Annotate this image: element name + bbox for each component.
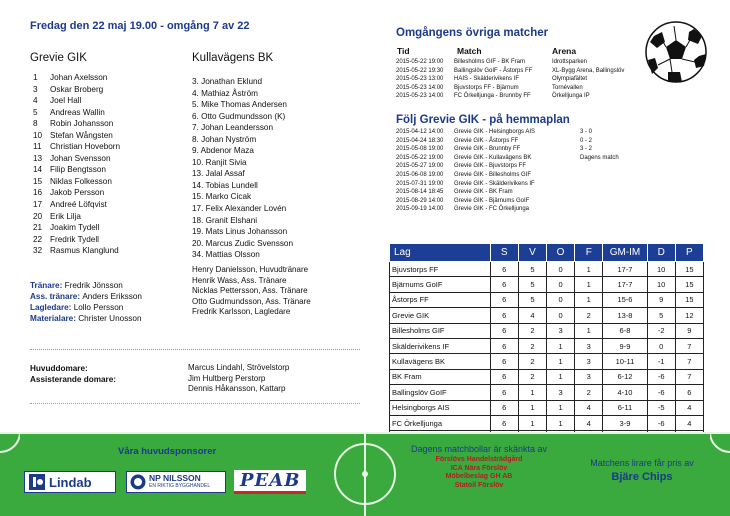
match-arena: Idrottsparken bbox=[552, 59, 588, 65]
standings-row bbox=[390, 354, 704, 369]
home-player-row bbox=[33, 118, 120, 130]
matchballs-block bbox=[395, 444, 563, 490]
standings-cell: 3 bbox=[546, 385, 574, 400]
player-number: 20 bbox=[33, 211, 43, 221]
fixture-result: Dagens match bbox=[580, 154, 619, 161]
corner-arc bbox=[0, 432, 20, 516]
away-player-row: 13. Jalal Assaf bbox=[192, 169, 245, 179]
standings-row bbox=[390, 400, 704, 415]
standings-cell: 6 bbox=[675, 385, 703, 400]
standings-cell: 1 bbox=[518, 415, 546, 430]
standings-cell: 6-8 bbox=[603, 323, 647, 338]
away-player-row: 10. Ranjit Sivia bbox=[192, 157, 247, 167]
player-number: 5 bbox=[33, 107, 38, 117]
standings-cell: 15 bbox=[675, 262, 703, 277]
standings-cell: 9 bbox=[675, 323, 703, 338]
standings-row bbox=[390, 338, 704, 353]
staff-name: Christer Unosson bbox=[78, 314, 142, 323]
matchball-sponsor: Statoil Förslöv bbox=[454, 481, 504, 489]
standings-cell: 4 bbox=[518, 308, 546, 323]
player-number: 15 bbox=[33, 176, 43, 186]
staff-role: Ass. tränare: bbox=[30, 292, 81, 301]
fixture-teams: Grevie GIK - Billesholms GIF bbox=[454, 171, 532, 178]
standings-cell: 5 bbox=[518, 277, 546, 292]
player-number: 22 bbox=[33, 234, 43, 244]
home-staff-row bbox=[30, 280, 142, 291]
fixture-time: 2015-06-08 19:00 bbox=[396, 171, 444, 178]
standings-cell: -2 bbox=[647, 323, 675, 338]
fixture-teams: Grevie GIK - FC Örkelljunga bbox=[454, 206, 530, 213]
match-time: 2015-05-22 19:30 bbox=[396, 67, 444, 74]
fixture-time: 2015-05-27 19:00 bbox=[396, 163, 444, 170]
staff-role: Tränare: bbox=[30, 281, 63, 290]
fixture-teams: Grevie GIK - Skälderivikens IF bbox=[454, 180, 535, 187]
player-name: Andreé Löfqvist bbox=[50, 200, 107, 210]
away-staff-row: Henry Danielsson, Huvudtränare bbox=[192, 265, 309, 274]
player-name: Erik Lilja bbox=[50, 211, 81, 221]
fixture-teams: Grevie GIK - Bjärnums GoIF bbox=[454, 197, 530, 204]
match-teams: HAIS - Skälderivikens IF bbox=[454, 76, 520, 83]
fixture-result: 0 - 2 bbox=[580, 137, 593, 144]
home-player-row bbox=[33, 164, 120, 176]
player-of-match-block bbox=[572, 458, 712, 483]
home-player-row bbox=[33, 222, 120, 234]
standings-cell: 0 bbox=[546, 277, 574, 292]
staff-role: Lagledare: bbox=[30, 303, 72, 312]
away-player-row: 3. Jonathan Eklund bbox=[192, 77, 263, 86]
match-time: 2015-05-22 19:00 bbox=[396, 59, 444, 65]
standings-cell: 3-9 bbox=[603, 415, 647, 430]
away-staff-row: Nicklas Pettersson, Ass. Tränare bbox=[192, 286, 308, 295]
standings-cell: 0 bbox=[546, 292, 574, 307]
np-nilsson-emblem-icon bbox=[130, 474, 146, 490]
fixture-teams: Grevie GIK - Helsingborgs AIS bbox=[454, 129, 536, 135]
lindab-wordmark: Lindab bbox=[49, 474, 92, 490]
standings-cell: 2 bbox=[518, 338, 546, 353]
away-player-row: 19. Mats Linus Johansson bbox=[192, 227, 288, 237]
fixture-time: 2015-05-08 19:00 bbox=[396, 146, 444, 153]
fixture-time: 2015-09-19 14:00 bbox=[396, 206, 444, 213]
player-name: Niklas Folkesson bbox=[50, 176, 112, 186]
standings-cell: 3 bbox=[546, 323, 574, 338]
match-teams: Bjuvstorps FF - Bjärnum bbox=[454, 84, 519, 91]
np-nilsson-wordmark: NP NILSSON bbox=[149, 473, 201, 483]
standings-cell: 6 bbox=[490, 277, 518, 292]
standings-row bbox=[390, 262, 704, 277]
standings-team: Skälderivikens IF bbox=[390, 338, 491, 353]
matchballs-title: Dagens matchbollar är skänkta av bbox=[410, 444, 548, 454]
standings-cell: 0 bbox=[546, 262, 574, 277]
standings-cell: -6 bbox=[647, 369, 675, 384]
player-number: 14 bbox=[33, 165, 43, 175]
player-of-match-sponsor: Bjäre Chips bbox=[611, 471, 673, 483]
player-number: 11 bbox=[33, 142, 42, 152]
standings-cell: 1 bbox=[575, 292, 603, 307]
standings-cell: 4 bbox=[575, 415, 603, 430]
standings-cell: 1 bbox=[546, 354, 574, 369]
standings-col-header: V bbox=[518, 244, 546, 262]
standings-cell: 6-12 bbox=[603, 369, 647, 384]
follow-title: Följ Grevie GIK - på hemmaplan bbox=[396, 114, 570, 126]
divider bbox=[30, 403, 360, 404]
fixture-time: 2015-08-14 18:45 bbox=[396, 189, 444, 196]
standings-col-header: O bbox=[546, 244, 574, 262]
away-player-row: 20. Marcus Zudic Svensson bbox=[192, 238, 294, 248]
col-header-arena: Arena bbox=[552, 46, 577, 56]
match-header: Fredag den 22 maj 19.00 - omgång 7 av 22 bbox=[30, 20, 250, 32]
fixture-teams: Grevie GIK - BK Fram bbox=[454, 189, 513, 196]
sponsors-title: Våra huvudsponsorer bbox=[118, 446, 217, 457]
home-player-row bbox=[33, 153, 120, 165]
fixture-time: 2015-04-24 18:30 bbox=[396, 137, 444, 144]
standings-col-header: D bbox=[647, 244, 675, 262]
standings-cell: 5 bbox=[518, 292, 546, 307]
player-name: Filip Bengtsson bbox=[50, 165, 106, 175]
standings-cell: 4 bbox=[675, 400, 703, 415]
np-nilsson-logo bbox=[126, 471, 226, 493]
standings-cell: 15 bbox=[675, 277, 703, 292]
player-number: 16 bbox=[33, 188, 43, 198]
staff-name: Fredrik Jönsson bbox=[64, 281, 123, 290]
fixture-time: 2015-04-12 14:00 bbox=[396, 129, 444, 135]
player-name: Fredrik Tydell bbox=[50, 234, 99, 244]
away-player-row: 18. Granit Elshani bbox=[192, 215, 258, 225]
standings-col-header: F bbox=[575, 244, 603, 262]
matchball-sponsor: Möbelbeslag GH AB bbox=[445, 473, 513, 481]
fixture-time: 2015-05-22 19:00 bbox=[396, 154, 444, 161]
standings-cell: 6 bbox=[490, 338, 518, 353]
standings-cell: 6 bbox=[490, 415, 518, 430]
standings-cell: 5 bbox=[518, 262, 546, 277]
home-staff-row bbox=[30, 302, 142, 313]
away-staff-row: Fredrik Karlsson, Lagledare bbox=[192, 307, 291, 316]
standings-team: Ballingslöv GoIF bbox=[390, 385, 491, 400]
standings-team: Kullavägens BK bbox=[390, 354, 491, 369]
match-time: 2015-05-23 13:00 bbox=[396, 76, 444, 83]
matchball-sponsor: Förslövs Handelsträdgård bbox=[435, 456, 523, 463]
standings-cell: 1 bbox=[546, 338, 574, 353]
home-player-row bbox=[33, 84, 120, 96]
home-player-row bbox=[33, 245, 120, 257]
standings-cell: 17-7 bbox=[603, 262, 647, 277]
player-number: 8 bbox=[33, 119, 38, 129]
standings-cell: 5 bbox=[647, 308, 675, 323]
match-arena: Örkelljunga IP bbox=[552, 93, 590, 100]
away-player-row: 7. Johan Leandersson bbox=[192, 123, 274, 133]
standings-team: Bjärnums GoIF bbox=[390, 277, 491, 292]
fixture-result: 3 - 2 bbox=[580, 146, 593, 153]
standings-team: FC Örkelljunga bbox=[390, 415, 491, 430]
standings-cell: 1 bbox=[575, 323, 603, 338]
player-name: Johan Svensson bbox=[50, 153, 111, 163]
standings-row bbox=[390, 323, 704, 338]
standings-row bbox=[390, 277, 704, 292]
standings-cell: 4-10 bbox=[603, 385, 647, 400]
referee-labels bbox=[30, 363, 116, 385]
away-player-row: 5. Mike Thomas Andersen bbox=[192, 100, 287, 110]
staff-name: Anders Eriksson bbox=[82, 292, 142, 301]
standings-cell: -6 bbox=[647, 415, 675, 430]
standings-cell: 7 bbox=[675, 354, 703, 369]
standings-cell: 12 bbox=[675, 308, 703, 323]
staff-name: Lollo Persson bbox=[73, 303, 124, 312]
home-player-row bbox=[33, 187, 120, 199]
player-name: Jakob Persson bbox=[50, 188, 105, 198]
home-staff-row bbox=[30, 313, 142, 324]
standings-cell: 6-11 bbox=[603, 400, 647, 415]
standings-cell: 9 bbox=[647, 292, 675, 307]
fixture-result: 3 - 0 bbox=[580, 129, 593, 135]
standings-row bbox=[390, 369, 704, 384]
standings-cell: 10 bbox=[647, 262, 675, 277]
standings-cell: 6 bbox=[490, 308, 518, 323]
away-player-row: 34. Mattias Olsson bbox=[192, 250, 260, 260]
standings-cell: 15-6 bbox=[603, 292, 647, 307]
match-arena: Tornévallen bbox=[552, 84, 583, 91]
standings-team: BK Fram bbox=[390, 369, 491, 384]
player-number: 4 bbox=[33, 96, 38, 106]
standings-cell: 6 bbox=[490, 354, 518, 369]
other-matches-title: Omgångens övriga matcher bbox=[396, 27, 549, 39]
standings-cell: 15 bbox=[675, 292, 703, 307]
standings-team: Helsingborgs AIS bbox=[390, 400, 491, 415]
standings-team: Grevie GIK bbox=[390, 308, 491, 323]
fixture-time: 2015-07-31 19:00 bbox=[396, 180, 444, 187]
standings-team: Bjuvstorps FF bbox=[390, 262, 491, 277]
home-player-row bbox=[33, 72, 120, 84]
match-teams: FC Örkelljunga - Brunnby FF bbox=[454, 93, 531, 100]
standings-row bbox=[390, 415, 704, 430]
away-player-row: 14. Tobias Lundell bbox=[192, 180, 258, 190]
player-of-match-title: Matchens lirare får pris av bbox=[590, 458, 694, 468]
away-lineup bbox=[192, 76, 293, 261]
standings-cell: 2 bbox=[518, 369, 546, 384]
standings-cell: 3 bbox=[575, 369, 603, 384]
home-player-row bbox=[33, 95, 120, 107]
standings-cell: 10-11 bbox=[603, 354, 647, 369]
standings-cell: 6 bbox=[490, 323, 518, 338]
football-icon bbox=[644, 20, 708, 84]
player-number: 17 bbox=[33, 200, 43, 210]
home-player-row bbox=[33, 234, 120, 246]
fixture-teams: Grevie GIK - Kullavägens BK bbox=[454, 154, 532, 161]
home-staff-row bbox=[30, 291, 142, 302]
lindab-logo bbox=[24, 471, 116, 493]
home-lineup bbox=[33, 72, 120, 257]
standings-team: Åstorps FF bbox=[390, 292, 491, 307]
standings-cell: 1 bbox=[546, 400, 574, 415]
divider bbox=[30, 349, 360, 350]
away-staff bbox=[192, 265, 311, 318]
standings-team: Billesholms GIF bbox=[390, 323, 491, 338]
main-referee: Marcus Lindahl, Strövelstorp bbox=[188, 363, 290, 372]
standings-cell: 3 bbox=[575, 354, 603, 369]
home-player-row bbox=[33, 199, 120, 211]
peab-logo bbox=[234, 471, 326, 493]
match-time: 2015-05-23 14:00 bbox=[396, 84, 444, 91]
away-staff-row: Henrik Wass, Ass. Tränare bbox=[192, 275, 287, 285]
away-staff-row: Otto Gudmundsson, Ass. Tränare bbox=[192, 296, 311, 306]
col-header-match: Match bbox=[457, 46, 482, 56]
assistant-referee-2: Dennis Håkansson, Kattarp bbox=[188, 384, 286, 393]
home-player-row bbox=[33, 107, 120, 119]
standings-row bbox=[390, 308, 704, 323]
match-arena: Olympiafältet bbox=[552, 76, 588, 83]
standings-cell: 17-7 bbox=[603, 277, 647, 292]
player-name: Rasmus Klanglund bbox=[50, 246, 119, 256]
standings-col-header: Lag bbox=[390, 244, 491, 262]
away-player-row: 8. Johan Nyström bbox=[192, 134, 257, 144]
league-table bbox=[389, 243, 704, 447]
fixture-teams: Grevie GIK - Åstorps FF bbox=[454, 137, 519, 144]
player-number: 3 bbox=[33, 84, 38, 94]
standings-cell: 2 bbox=[575, 385, 603, 400]
standings-cell: 1 bbox=[575, 277, 603, 292]
match-arena: XL-Bygg Arena, Ballingslöv bbox=[552, 67, 625, 74]
standings-cell: 10 bbox=[647, 277, 675, 292]
standings-cell: 2 bbox=[518, 354, 546, 369]
player-name: Oskar Broberg bbox=[50, 84, 104, 94]
standings-cell: 9-9 bbox=[603, 338, 647, 353]
player-name: Joakim Tydell bbox=[50, 223, 100, 233]
standings-cell: 6 bbox=[490, 385, 518, 400]
player-number: 32 bbox=[33, 246, 43, 256]
standings-cell: 0 bbox=[546, 308, 574, 323]
fixture-teams: Grevie GIK - Brunnby FF bbox=[454, 146, 521, 153]
standings-cell: 1 bbox=[575, 262, 603, 277]
match-teams: Billesholms GIF - BK Fram bbox=[454, 59, 526, 65]
standings-cell: 0 bbox=[647, 338, 675, 353]
lindab-mark-icon bbox=[29, 474, 45, 490]
player-name: Christian Hoveborn bbox=[50, 142, 121, 152]
standings-cell: 4 bbox=[575, 400, 603, 415]
home-player-row bbox=[33, 141, 120, 153]
col-header-time: Tid bbox=[397, 46, 410, 56]
standings-col-header: GM-IM bbox=[603, 244, 647, 262]
standings-cell: 1 bbox=[546, 369, 574, 384]
home-staff bbox=[30, 280, 142, 324]
match-time: 2015-05-23 14:00 bbox=[396, 93, 444, 100]
standings-cell: 2 bbox=[575, 308, 603, 323]
standings-cell: 1 bbox=[518, 400, 546, 415]
player-number: 10 bbox=[33, 130, 43, 140]
home-team-name: Grevie GIK bbox=[30, 52, 87, 64]
standings-cell: 4 bbox=[675, 415, 703, 430]
standings-cell: 6 bbox=[490, 369, 518, 384]
standings-cell: -5 bbox=[647, 400, 675, 415]
away-player-row: 6. Otto Gudmundsson (K) bbox=[192, 111, 286, 121]
standings-cell: 6 bbox=[490, 262, 518, 277]
peab-wordmark: PEAB bbox=[234, 470, 306, 494]
standings-cell: 6 bbox=[490, 292, 518, 307]
center-circle bbox=[330, 432, 400, 516]
player-number: 13 bbox=[33, 153, 43, 163]
standings-cell: 13-8 bbox=[603, 308, 647, 323]
away-player-row: 17. Felix Alexander Lovén bbox=[192, 204, 287, 214]
standings-cell: 7 bbox=[675, 338, 703, 353]
assistant-referee-1: Jim Hultberg Perstorp bbox=[188, 373, 266, 383]
home-player-row bbox=[33, 211, 120, 223]
away-team-name: Kullavägens BK bbox=[192, 52, 274, 64]
player-name: Andreas Wallin bbox=[50, 107, 105, 117]
standings-cell: 3 bbox=[575, 338, 603, 353]
referee-names bbox=[188, 363, 289, 395]
standings-col-header: P bbox=[675, 244, 703, 262]
fixture-time: 2015-08-29 14:00 bbox=[396, 197, 444, 204]
standings-cell: 7 bbox=[675, 369, 703, 384]
standings-cell: -1 bbox=[647, 354, 675, 369]
match-teams: Ballingslöv GoIF - Åstorps FF bbox=[454, 67, 533, 74]
standings-cell: 2 bbox=[518, 323, 546, 338]
player-name: Joel Hall bbox=[50, 96, 82, 106]
standings-cell: 1 bbox=[518, 385, 546, 400]
player-name: Johan Axelsson bbox=[50, 73, 108, 82]
standings-row bbox=[390, 385, 704, 400]
standings-col-header: S bbox=[490, 244, 518, 262]
standings-row bbox=[390, 292, 704, 307]
player-name: Stefan Wångsten bbox=[50, 130, 113, 140]
home-player-row bbox=[33, 176, 120, 188]
standings-cell: 6 bbox=[490, 400, 518, 415]
away-player-row: 15. Marko Cicak bbox=[192, 192, 252, 202]
player-name: Robin Johansson bbox=[50, 119, 114, 129]
staff-role: Materialare: bbox=[30, 314, 76, 323]
assistant-referee-label: Assisterande domare: bbox=[30, 375, 117, 384]
home-player-row bbox=[33, 130, 120, 142]
standings-cell: -6 bbox=[647, 385, 675, 400]
main-referee-label: Huvuddomare: bbox=[30, 364, 88, 373]
corner-arc bbox=[710, 432, 730, 516]
player-number: 1 bbox=[33, 73, 38, 82]
player-number: 21 bbox=[33, 223, 43, 233]
away-player-row: 4. Mathiaz Åström bbox=[192, 88, 258, 98]
matchball-sponsor: ICA Nära Förslöv bbox=[450, 464, 508, 472]
standings-cell: 1 bbox=[546, 415, 574, 430]
fixture-teams: Grevie GIK - Bjuvstorps FF bbox=[454, 163, 527, 170]
away-player-row: 9. Abdenor Maza bbox=[192, 146, 254, 156]
np-nilsson-tagline: EN RIKTIG BYGGHANDEL bbox=[149, 483, 211, 489]
